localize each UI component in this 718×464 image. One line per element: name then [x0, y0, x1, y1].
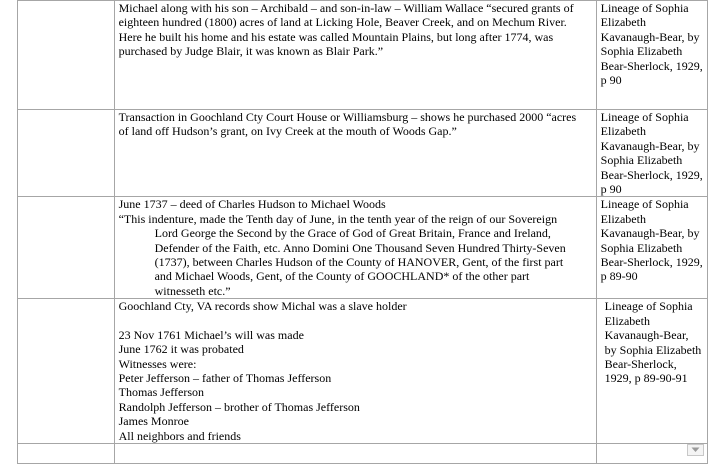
- record-line: Peter Jefferson – father of Thomas Jefferson: [118, 370, 332, 385]
- record-text-cell: [114, 1, 596, 110]
- deed-quote-line: Lord George the Second by the Grace of God of Great Britain, France and Ireland,: [154, 226, 551, 241]
- table-row: [18, 197, 708, 299]
- source-cell: [596, 197, 707, 299]
- record-line: of land off Hudson’s grant, on Ivy Creek at the mouth of Woods Gap.”: [118, 124, 457, 139]
- record-line: Goochland Cty, VA records show Michal was a slave holder: [118, 299, 407, 314]
- table-row: [18, 443, 708, 463]
- empty-cell: [114, 443, 596, 463]
- source-cell: [596, 299, 707, 444]
- records-table: [17, 0, 708, 464]
- record-text-cell: [114, 110, 596, 197]
- record-line: Transaction in Goochland Cty Court House or Williamsburg – shows he purchased 2000 “acres: [118, 110, 577, 124]
- source-cell: [596, 110, 707, 197]
- record-line: Randolph Jefferson – brother of Thomas Jefferson: [118, 399, 360, 414]
- empty-cell: [18, 110, 115, 197]
- record-line: 23 Nov 1761 Michael’s will was made: [118, 327, 304, 342]
- table-row: [18, 1, 708, 110]
- chevron-down-icon: [691, 447, 700, 453]
- record-line: eighteen hundred (1800) acres of land at Licking Hole, Beaver Creek, and on Mechum River.: [118, 15, 567, 30]
- source-citation: Lineage of Sophia Elizabeth Kavanaugh-Bear, by Sophia Elizabeth Bear-Sherlock, 1929, p 89-90-91: [604, 299, 702, 386]
- record-line: purchased by Judge Blair, it was known as Blair Park.”: [118, 44, 384, 59]
- record-line: Witnesses were:: [118, 356, 197, 371]
- deed-quote-line: Defender of the Faith, etc. Anno Domini One Thousand Seven Hundred Thirty-Seven: [154, 240, 566, 255]
- record-line: James Monroe: [118, 414, 189, 429]
- source-citation: Lineage of Sophia Elizabeth Kavanaugh-Bear, by Sophia Elizabeth Bear-Sherlock, 1929, p 89-90: [600, 197, 703, 284]
- record-line: Here he built his home and his estate was called Mountain Plains, but long after 1774, was: [118, 29, 554, 44]
- empty-cell: [18, 197, 115, 299]
- record-line: Thomas Jefferson: [118, 385, 205, 400]
- source-citation: Lineage of Sophia Elizabeth Kavanaugh-Bear, by Sophia Elizabeth Bear-Sherlock, 1929, p 90: [600, 1, 703, 88]
- record-text-cell: [114, 197, 596, 299]
- scroll-down-button[interactable]: [687, 444, 704, 456]
- deed-quote-line: (1737), between Charles Hudson of the County of HANOVER, Gent, of the first part: [154, 255, 564, 270]
- empty-cell: [18, 443, 115, 463]
- record-line: Michael along with his son – Archibald – and son-in-law – William Wallace “secured grants of: [118, 1, 574, 15]
- record-line: All neighbors and friends: [118, 428, 241, 443]
- source-cell: [596, 1, 707, 110]
- record-line: June 1762 it was probated: [118, 342, 244, 357]
- deed-quote-line: witnesseth etc.”: [154, 283, 231, 298]
- source-citation: Lineage of Sophia Elizabeth Kavanaugh-Bear, by Sophia Elizabeth Bear-Sherlock, 1929, p 90: [600, 110, 703, 197]
- blank-line: [119, 314, 592, 328]
- empty-cell: [18, 299, 115, 444]
- table-row: [18, 299, 708, 444]
- record-text-cell: [114, 299, 596, 444]
- deed-quote-line: and Michael Woods, Gent, of the County of GOOCHLAND* of the other part: [154, 269, 530, 284]
- deed-heading: June 1737 – deed of Charles Hudson to Michael Woods: [118, 197, 386, 212]
- deed-quote-line: “This indenture, made the Tenth day of June, in the tenth year of the reign of our Sovereign: [118, 211, 558, 226]
- table-row: [18, 110, 708, 197]
- empty-cell: [18, 1, 115, 110]
